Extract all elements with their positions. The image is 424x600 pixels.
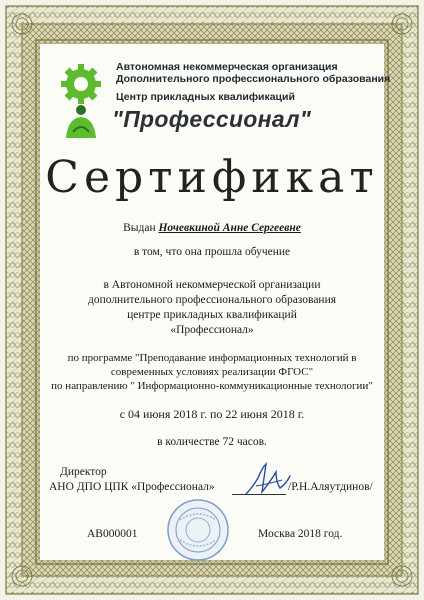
institution-line-4: «Профессионал»	[170, 324, 254, 336]
recipient-line	[40, 222, 384, 234]
org-line-3: Центр прикладных квалификаций	[116, 91, 295, 103]
org-line-2: Дополнительного профессионального образования	[116, 73, 391, 85]
place-and-year: Москва 2018 год.	[258, 528, 343, 540]
org-line-1: Автономная некоммерческая организация	[116, 61, 338, 73]
program-line-2: современных условиях реализации ФГОС"	[110, 366, 314, 378]
recipient-name: Ночевкиной Анне Сергеевне	[158, 222, 301, 234]
certificate-number: АВ000001	[87, 528, 138, 540]
brand-name: "Профессионал"	[112, 106, 312, 132]
program-line-3: по направлению " Информационно-коммуникационные технологии"	[51, 380, 373, 392]
round-seal-stamp-icon	[166, 498, 230, 562]
course-hours: в количестве 72 часов.	[157, 436, 267, 448]
institution-line-2: дополнительного профессионального образования	[87, 294, 337, 306]
gear-person-logo-icon	[58, 62, 104, 140]
program-line-1: по программе "Преподавание информационных технологий в	[67, 352, 357, 364]
signer-org: АНО ДПО ЦПК «Профессионал»	[49, 481, 215, 493]
course-dates: с 04 июня 2018 г. по 22 июня 2018 г.	[119, 407, 305, 421]
signer-role: Директор	[60, 466, 107, 478]
institution-line-3: центре прикладных квалификаций	[127, 309, 297, 321]
issued-label: Выдан	[123, 222, 156, 234]
handwritten-signature-icon	[242, 458, 292, 500]
completed-text: в том, что она прошла обучение	[133, 246, 291, 258]
signer-name: /Р.Н.Аляутдинов/	[288, 481, 373, 493]
institution-line-1: в Автономной некоммерческой организации	[103, 279, 321, 291]
certificate-title: Сертификат	[45, 152, 379, 203]
